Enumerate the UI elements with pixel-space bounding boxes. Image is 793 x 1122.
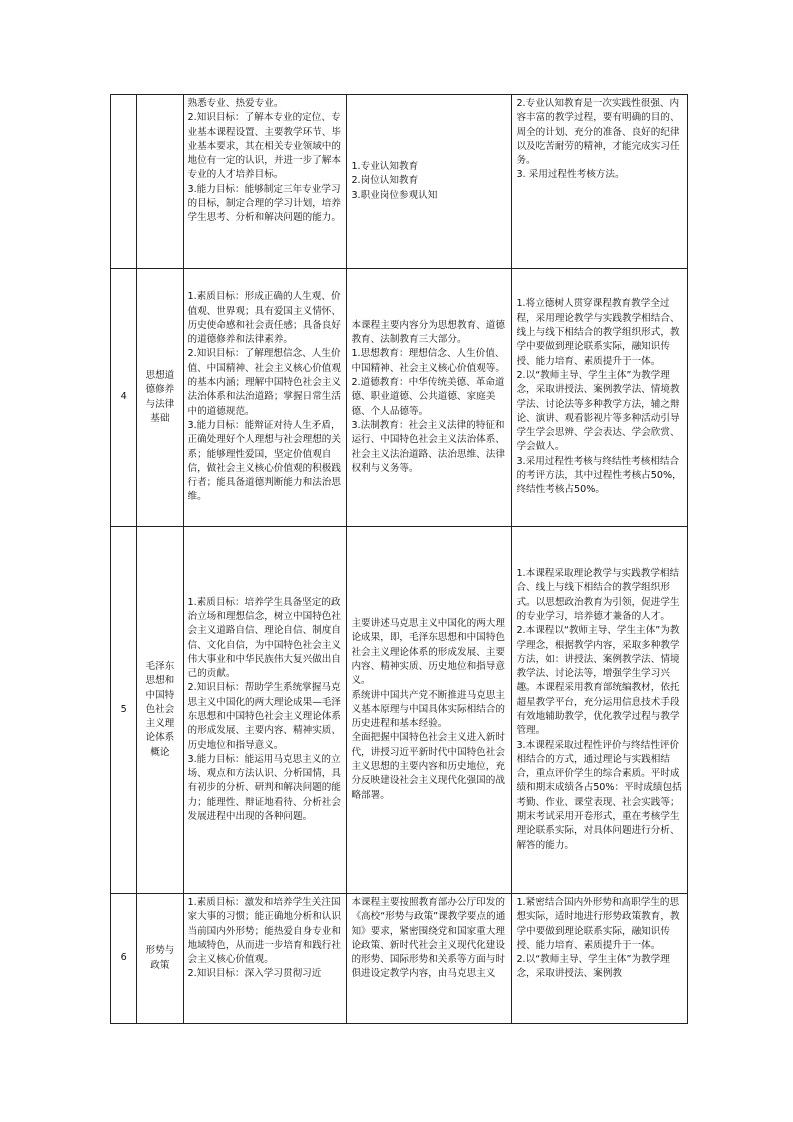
course-goals-cell — [183, 527, 347, 894]
course-content-cell — [347, 894, 512, 1024]
goal-paragraph: 2.知识目标：了解理想信念、人生价值、中国精神、社会主义核心价值观的基本内涵；理解中国特色社会主义法治体系和法治道路；掌握日常生活中的道德规范。 — [187, 348, 341, 417]
method-paragraph: 2.以“教师主导、学生主体”为教学理念，采取讲授法、案例教 — [516, 954, 670, 980]
method-paragraph: 1.将立德树人贯穿课程教育教学全过程，采用理论教学与实践教学相结合、线上与线下相结合的教学组织形式，教学中要做到理论联系实际，融知识传授、能力培育、素质提升于一体。 — [516, 298, 680, 367]
goal-paragraph: 3.能力目标：能运用马克思主义的立场、观点和方法认识、分析国情，具有初步的分析、研判和解决问题的能力；能理性、辩证地看待、分析社会发展进程中出现的各种问题。 — [187, 753, 341, 823]
course-number-cell: 4 — [111, 269, 137, 527]
goal-paragraph: 3.能力目标：能够制定三年专业学习的目标，制定合理的学习计划，培养学生思考、分析和解决问题的能力。 — [187, 183, 341, 224]
table-row — [111, 269, 688, 527]
course-goals-cell — [183, 269, 347, 527]
content-paragraph: 3.法制教育：社会主义法律的特征和运行、中国特色社会主义法治体系、社会主义法治道路、法治思维、法律权利与义务等。 — [351, 419, 505, 474]
goal-paragraph: 1.素质目标：培养学生具备坚定的政治立场和理想信念，树立中国特色社会主义道路自信、理论自信、制度自信、文化自信，为中国特色社会主义伟大事业和中华民族伟大复兴做出自己的贡献。 — [187, 596, 341, 680]
course-content-cell — [347, 527, 512, 894]
goal-paragraph: 2.知识目标：深入学习贯彻习近 — [187, 968, 322, 980]
content-paragraph: 1.专业认知教育 — [351, 161, 419, 173]
teaching-method-cell — [512, 95, 688, 269]
content-paragraph: 本课程主要按照教育部办公厅印发的《高校“形势与政策”课教学要点的通知》要求，紧密围绕党和国家重大理论政策、新时代社会主义现代化建设的形势、国际形势和关系等方面与时俱进设定教学内容，由马克思主义 — [351, 897, 506, 980]
content-paragraph: 1.思想教育：理想信念、人生价值、中国精神、社会主义核心价值观等。 — [351, 348, 505, 374]
content-paragraph: 本课程主要内容分为思想教育、道德教育、法制教育三大部分。 — [351, 319, 505, 346]
method-paragraph: 3. 采用过程性考核方法。 — [516, 169, 625, 181]
course-goals-cell — [183, 95, 347, 269]
content-paragraph: 系统讲中国共产党不断推进马克思主义基本原理与中国具体实际相结合的历史进程和基本经验。 — [351, 689, 505, 730]
method-paragraph: 2.以“教师主导、学生主体”为教学理念，采取讲授法、案例教学法、情境教学法、讨论法等多种教学方法，辅之辩论、演讲、观看影视片等多种活动引导学生学会思辨、学会表达、学会欣赏、学会做人。 — [516, 369, 680, 453]
course-goals-cell — [183, 894, 347, 1024]
course-name-cell — [137, 95, 183, 269]
course-name-cell: 思想道德修养与法律基础 — [137, 269, 183, 527]
goal-paragraph: 2.知识目标：帮助学生系统掌握马克思主义中国化的两大理论成果—毛泽东思想和中国特色社会主义理论体系的形成发展、主要内容、精神实质、历史地位和指导意义。 — [187, 682, 341, 751]
course-name-cell: 形势与政策 — [137, 894, 183, 1024]
table-row — [111, 894, 688, 1024]
teaching-method-cell — [512, 894, 688, 1024]
method-paragraph: 1.本课程采取理论教学与实践教学相结合、线上与线下相结合的教学组织形式。以思想政治教育为引领，促进学生的专业学习，培养德才兼备的人才。 — [516, 568, 680, 622]
course-content-cell — [347, 269, 512, 527]
course-content-cell — [347, 95, 512, 269]
course-number-cell: 5 — [111, 527, 137, 894]
goal-paragraph: 熟悉专业、热爱专业。 — [187, 98, 284, 109]
course-number-cell: 6 — [111, 894, 137, 1024]
teaching-method-cell — [512, 527, 688, 894]
course-number-cell — [111, 95, 137, 269]
table-row — [111, 527, 688, 894]
table-row — [111, 95, 688, 269]
method-paragraph: 2.专业认知教育是一次实践性很强、内容丰富的教学过程，要有明确的目的、周全的计划、充分的准备、良好的纪律以及吃苦耐劳的精神，才能完成实习任务。 — [516, 98, 680, 167]
content-paragraph: 2.道德教育：中华传统美德、革命道德、职业道德、公共道德、家庭美德、个人品德等。 — [351, 377, 505, 417]
content-paragraph: 3.职业岗位参观认知 — [351, 189, 438, 201]
method-paragraph: 3.本课程采取过程性评价与终结性评价相结合的方式，通过理论与实践相结合，重点评价学生的综合素质。平时成绩和期末成绩各占50%：平时成绩包括考勤、作业、课堂表现、社会实践等；期末考试采用开卷形式，重在考核学生理论联系实际，对具体问题进行分析、解答的能力。 — [516, 739, 682, 851]
content-paragraph: 2.岗位认知教育 — [351, 175, 419, 187]
goal-paragraph: 1.素质目标：形成正确的人生观、价值观、世界观；具有爱国主义情怀、历史使命感和社会责任感；具备良好的道德修养和法律素养。 — [187, 291, 341, 346]
goal-paragraph: 1.素质目标：激发和培养学生关注国家大事的习惯；能正确地分析和认识当前国内外形势；能热爱自身专业和地域特色，从而进一步培育和践行社会主义核心价值观。 — [187, 897, 341, 966]
content-paragraph: 主要讲述马克思主义中国化的两大理论成果，即，毛泽东思想和中国特色社会主义理论体系的形成发展、主要内容、精神实质、历史地位和指导意义。 — [351, 618, 505, 687]
method-paragraph: 1.紧密结合国内外形势和高职学生的思想实际，适时地进行形势政策教育，教学中要做到理论联系实际，融知识传授、能力培育、素质提升于一体。 — [516, 897, 680, 951]
content-paragraph: 全面把握中国特色社会主义进入新时代，讲授习近平新时代中国特色社会主义思想的主要内容和历史地位，充分反映建设社会主义现代化强国的战略部署。 — [351, 732, 505, 801]
method-paragraph: 3.采用过程性考核与终结性考核相结合的考评方法，其中过程性考核占50%，终结性考核占50%。 — [516, 455, 682, 496]
goal-paragraph: 3.能力目标：能辩证对待人生矛盾，正确处理好个人理想与社会理想的关系；能够理性爱国，坚定价值观自信，做社会主义核心价值观的积极践行者；能具备道德判断能力和法治思维。 — [187, 419, 341, 503]
goal-paragraph: 2.知识目标：了解本专业的定位、专业基本课程设置、主要教学环节、毕业基本要求，其在相关专业领域中的地位有一定的认识，并进一步了解本专业的人才培养目标。 — [187, 112, 341, 181]
course-name-cell: 毛泽东思想和中国特色社会主义理论体系概论 — [137, 527, 183, 894]
curriculum-table — [110, 94, 688, 1024]
method-paragraph: 2.本课程以“教师主导、学生主体”为教学理念，根据教学内容，采取多种教学方法，如：讲授法、案例教学法、情境教学法、讨论法等，增强学生学习兴趣。本课程采用教育部统编教材，依托超星教学平台，充分运用信息技术手段有效地辅助教学，优化教学过程与教学管理。 — [516, 625, 680, 737]
teaching-method-cell — [512, 269, 688, 527]
